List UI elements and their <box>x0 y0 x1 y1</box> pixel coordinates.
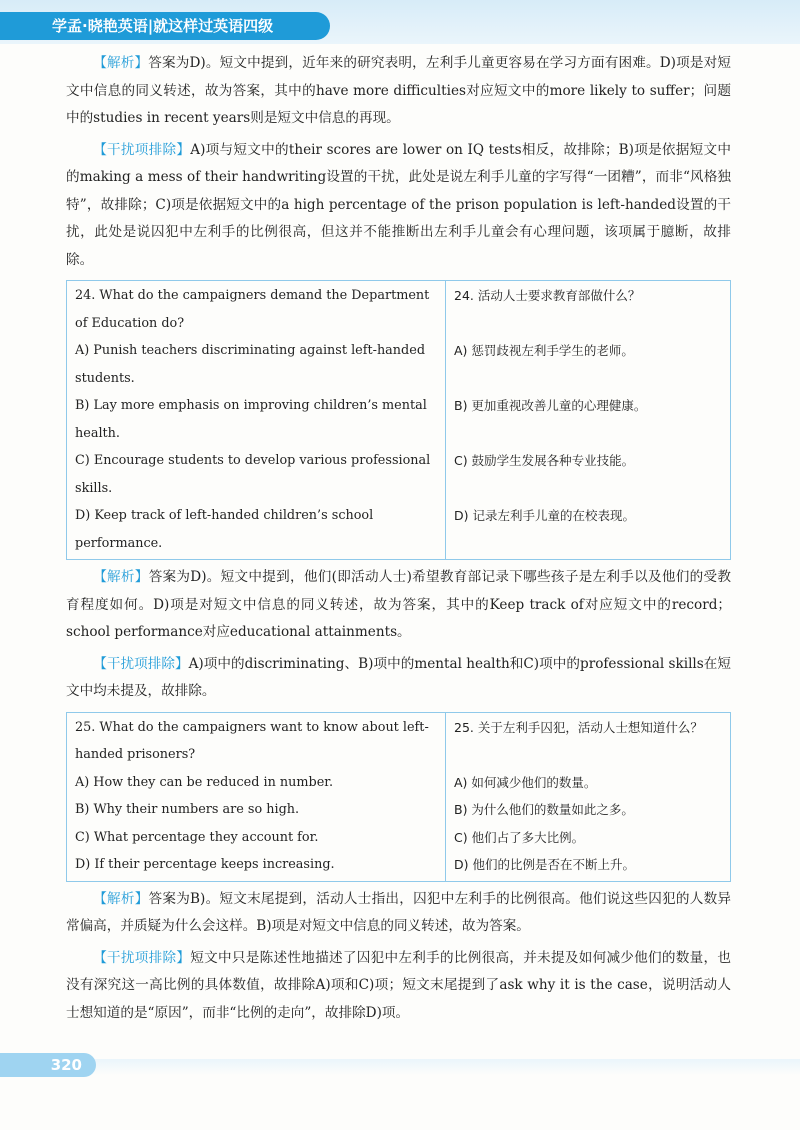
analysis-tag: 【解析】 <box>93 55 149 71</box>
analysis-tag: 【解析】 <box>93 890 149 907</box>
header-band <box>0 0 800 44</box>
page-content <box>66 50 731 1027</box>
option-en: B) Lay more emphasis on improving children’s mental health. <box>67 392 446 447</box>
distractor-text: A)项中的discriminating、B)项中的mental health和C)项中的professional skills在短文中均未提及，故排除。 <box>66 655 731 699</box>
option-en: A) Punish teachers discriminating against left-handed students. <box>67 337 446 392</box>
q23-analysis <box>66 50 731 133</box>
distractor-text: 短文中只是陈述性地描述了囚犯中左利手的比例很高，并未提及如何减少他们的数量，也没有深究这一高比例的具体数值，故排除A)项和C)项；短文末尾提到了ask why it is the case，说明活动人士想知道的是“原因”，而非“比例的走向”，故排除D)项。 <box>66 949 732 1021</box>
option-en: C) What percentage they account for. <box>67 824 446 852</box>
option-en: D) If their percentage keeps increasing. <box>67 851 446 881</box>
option-zh: B) 为什么他们的数量如此之多。 <box>454 802 634 817</box>
option-en: A) How they can be reduced in number. <box>67 769 446 797</box>
option-en: D) Keep track of left-handed children’s school performance. <box>67 502 446 560</box>
option-zh: B) 更加重视改善儿童的心理健康。 <box>454 398 647 413</box>
table-row <box>67 712 731 769</box>
option-zh: D) 记录左利手儿童的在校表现。 <box>454 508 635 523</box>
distractor-tag: 【干扰项排除】 <box>93 141 191 158</box>
q24-table <box>66 280 731 560</box>
table-row <box>67 851 731 881</box>
option-zh: A) 惩罚歧视左利手学生的老师。 <box>454 343 634 358</box>
q25-analysis <box>66 886 731 941</box>
table-row <box>67 502 731 560</box>
table-row <box>67 281 731 338</box>
analysis-text: 答案为D)。短文中提到，近年来的研究表明，左利手儿童更容易在学习方面有困难。D)项是对短文中信息的同义转述，故为答案，其中的have more difficulties对应短文中的more likely to suffer；问题中的studies in recent years则是短文中信息的再现。 <box>66 55 732 126</box>
footer-band <box>0 1059 800 1075</box>
option-zh: C) 他们占了多大比例。 <box>454 829 585 845</box>
page-number: 320 <box>0 1053 96 1077</box>
table-row <box>67 769 731 797</box>
analysis-text: 答案为D)。短文中提到，他们(即活动人士)希望教育部记录下哪些孩子是左利手以及他们的受教育程度如何。D)项是对短文中信息的同义转述，故为答案，其中的Keep track of对应短文中的record；school performance对应educational attainments。 <box>66 569 731 640</box>
option-zh: A) 如何减少他们的数量。 <box>454 774 597 790</box>
option-zh: C) 鼓励学生发展各种专业技能。 <box>454 453 635 468</box>
table-row <box>67 824 731 852</box>
q25-table <box>66 712 731 882</box>
distractor-tag: 【干扰项排除】 <box>93 655 189 672</box>
option-en: C) Encourage students to develop various professional skills. <box>67 447 446 502</box>
q24-analysis <box>66 564 731 647</box>
q25-distractor <box>66 945 731 1028</box>
analysis-text: 答案为B)。短文末尾提到，活动人士指出，囚犯中左利手的比例很高。他们说这些囚犯的人数异常偏高，并质疑为什么会这样。B)项是对短文中信息的同义转述，故为答案。 <box>66 890 732 934</box>
q23-distractor <box>66 137 731 275</box>
distractor-tag: 【干扰项排除】 <box>93 949 191 966</box>
question-en: 25. What do the campaigners want to know about left-handed prisoners? <box>67 712 446 769</box>
analysis-tag: 【解析】 <box>93 569 149 585</box>
question-en: 24. What do the campaigners demand the Department of Education do? <box>67 281 446 338</box>
table-row <box>67 796 731 824</box>
q24-distractor <box>66 651 731 706</box>
table-row <box>67 447 731 502</box>
footer <box>0 1053 800 1079</box>
distractor-text: A)项与短文中的their scores are lower on IQ tests相反，故排除；B)项是依据短文中的making a mess of their handwriting设置的干扰，此处是说左利手儿童的字写得“一团糟”，而非“风格独特”，故排除；C)项是依据短文中的a high percentage of the prison population is left-handed设置的干扰，此处是说囚犯中左利手的比例很高，但这并不能推断出左利手儿童会有心理问题，该项属于臆断，故排除。 <box>66 141 731 268</box>
question-zh: 24. 活动人士要求教育部做什么？ <box>454 288 641 303</box>
question-zh: 25. 关于左利手囚犯，活动人士想知道什么？ <box>454 719 703 735</box>
table-row <box>67 392 731 447</box>
book-title: 学孟·晓艳英语|就这样过英语四级 <box>0 12 330 40</box>
table-row <box>67 337 731 392</box>
option-en: B) Why their numbers are so high. <box>67 796 446 824</box>
option-zh: D) 他们的比例是否在不断上升。 <box>454 857 635 872</box>
